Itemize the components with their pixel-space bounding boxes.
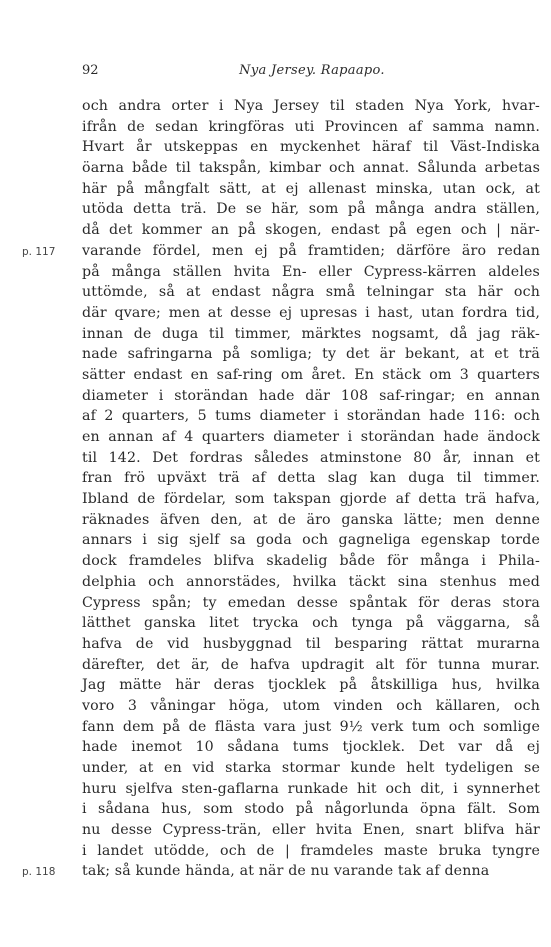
margin-note-page-ref: p. 117	[22, 246, 56, 258]
body-text	[82, 96, 540, 882]
text-line: hafva de vid husbyggnad til besparing rättat murarna	[82, 635, 540, 652]
text-line: Cypress spån; ty emedan desse spåntak för deras stora	[82, 594, 540, 611]
text-line: tak; så kunde hända, at när de nu varande tak af denna	[82, 863, 490, 880]
text-line: fran frö upväxt trä af detta slag kan duga til timmer.	[82, 470, 540, 487]
margin-note-page-ref: p. 118	[22, 866, 56, 878]
text-line: på många ställen hvita En- eller Cypress-kärren aldeles	[82, 263, 540, 280]
text-line: diameter i storändan hade där 108 saf-ringar; en annan	[82, 387, 540, 404]
text-line: öarna både til takspån, kimbar och annat. Sålunda arbetas	[82, 160, 540, 177]
text-line: dock framdeles blifva skadelig både för många i Phila-	[82, 553, 540, 570]
text-line: annars i sig sjelf sa goda och gagneliga egenskap torde	[82, 532, 540, 549]
text-line: ifrån de sedan kringföras uti Provincen af samma namn.	[82, 118, 540, 135]
page-number: 92	[82, 63, 99, 78]
text-line: där qvare; men at desse ej upresas i hast, utan fordra tid,	[82, 304, 540, 321]
text-line: lätthet ganska litet trycka och tynga på väggarna, så	[82, 615, 540, 632]
text-line: Hvart år utskeppas en myckenhet häraf til Väst-Indiska	[82, 139, 540, 156]
text-line: hade inemot 10 sådana tums tjocklek. Det var då ej	[82, 739, 540, 756]
text-line: Jag mätte här deras tjocklek på åtskilliga hus, hvilka	[82, 677, 540, 694]
text-line: Ibland de fördelar, som takspan gjorde af detta trä hafva,	[82, 491, 540, 508]
text-line: under, at en vid starka stormar kunde helt tydeligen se	[82, 760, 540, 776]
text-line: uttömde, så at endast några små telningar sta här och	[82, 284, 540, 301]
text-line: fann dem på de flästa vara just 9½ verk tum och somlige	[82, 718, 540, 735]
text-line: en annan af 4 quarters diameter i storändan hade ändock	[82, 429, 540, 445]
text-line: i sådana hus, som stodo på någorlunda öpna fält. Som	[82, 801, 540, 818]
text-line: varande fördel, men ej på framtiden; därföre äro redan	[82, 242, 540, 259]
text-line: voro 3 våningar höga, utom vinden och källaren, och	[82, 697, 540, 714]
text-line: nade safringarna på somliga; ty det är bekant, at et trä	[82, 346, 540, 363]
text-line: delphia och annorstädes, hvilka täckt sina stenhus med	[82, 573, 540, 590]
text-line: til 142. Det fordras således atminstone 80 år, innan et	[82, 449, 540, 466]
text-line: innan de duga til timmer, märktes nogsamt, då jag räk-	[82, 325, 540, 342]
text-line: och andra orter i Nya Jersey til staden Nya York, hvar-	[82, 98, 540, 114]
running-title: Nya Jersey. Rapaapo.	[239, 63, 385, 78]
page-header	[82, 62, 542, 80]
text-line: sätter endast en saf-ring om året. En stäck om 3 quarters	[82, 366, 540, 383]
text-line: nu desse Cypress-trän, eller hvita Enen, snart blifva här	[82, 822, 540, 839]
text-line: i landet utödde, och de | framdeles maste bruka tyngre	[82, 842, 540, 859]
text-line: utöda detta trä. De se här, som på många andra ställen,	[82, 201, 540, 218]
text-line: då det kommer an på skogen, endast på egen och | när-	[82, 222, 540, 239]
text-line: af 2 quarters, 5 tums diameter i storändan hade 116: och	[82, 408, 540, 425]
text-line: räknades äfven den, at de äro ganska lätte; men denne	[82, 511, 540, 528]
text-line: därefter, det är, de hafva updragit alt för tunna murar.	[82, 656, 540, 673]
text-line: huru sjelfva sten-gaflarna runkade hit och dit, i synnerhet	[82, 780, 540, 797]
text-line: här på mångfalt sätt, at ej allenast minska, utan ock, at	[82, 180, 540, 197]
